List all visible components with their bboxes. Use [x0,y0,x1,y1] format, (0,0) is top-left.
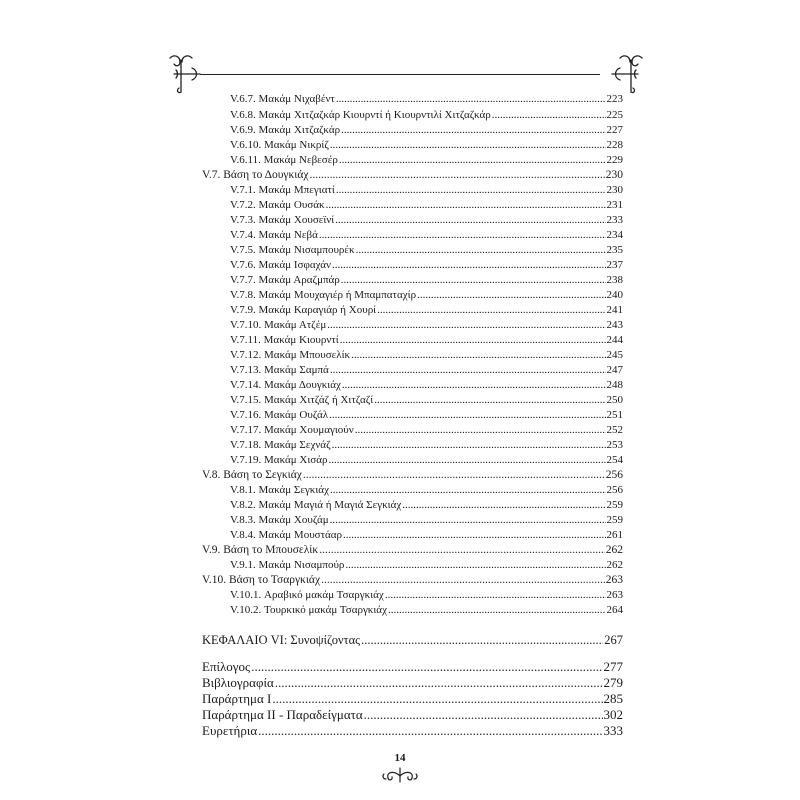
toc-entry-title: V.7.11. Μακάμ Κιουρντί [230,334,339,346]
toc-entry-page: 302 [603,707,623,722]
toc-entry-page: 251 [606,409,623,421]
dot-leader [275,676,603,689]
toc-entry-title: Βιβλιογραφία [202,675,274,690]
toc-entry-page: 245 [606,349,623,361]
toc-entry [230,410,623,421]
dot-leader [319,545,605,557]
toc-entry [230,365,623,376]
toc-entry [230,245,623,256]
dot-leader [272,692,602,705]
dot-leader [339,155,606,166]
toc-entry [230,230,623,241]
toc-entry-title: V.7.12. Μακάμ Μπουσελίκ [230,349,351,361]
toc-entry [230,200,623,211]
toc-entry-page: 230 [606,184,623,196]
toc-entry [230,590,623,601]
toc-entry-title: V.7.9. Μακάμ Καραγιάρ ή Χουρί [230,304,377,316]
dot-leader [377,305,605,316]
toc-entry-title: V.7.1. Μακάμ Μπεγιατί [230,184,335,196]
toc-entry-page: 243 [606,319,623,331]
toc-entry-title: V.8.1. Μακάμ Σεγκιάχ [230,484,329,496]
dot-leader [340,335,606,346]
toc-entry-title: V.7.3. Μακάμ Χουσεϊνί [230,214,335,226]
toc-entry [230,425,623,436]
toc-entry-title: V.7.17. Μακάμ Χουμαγιούν [230,424,354,436]
toc-entry-title: V.7.14. Μακάμ Δουγκιάχ [230,379,341,391]
dot-leader [258,724,602,737]
toc-entry-page: 238 [606,274,623,286]
dot-leader [374,395,605,406]
toc-entry [202,575,623,587]
dot-leader [330,140,606,151]
toc-entry-title: V.7.5. Μακάμ Νισαμπουρέκ [230,244,355,256]
dot-leader [251,660,602,673]
header-rule [200,74,600,75]
toc-entry-title: V.7.7. Μακάμ Αραζμπάρ [230,274,340,286]
dot-leader [341,125,605,136]
toc-entry-page: 250 [606,394,623,406]
toc-entry-title: V.6.9. Μακάμ Χιτζαζκάρ [230,124,341,136]
dot-leader [388,605,606,616]
dot-leader [417,290,605,301]
toc-entry [230,380,623,391]
toc-entry-title: V.7.6. Μακάμ Ισφαχάν [230,259,332,271]
toc-entry-page: 234 [606,229,623,241]
toc-entry-page: 237 [606,259,623,271]
toc-entry [202,724,623,737]
toc-entry [230,530,623,541]
toc-entry-title: Παράρτημα ΙΙ - Παραδείγματα [202,707,363,722]
toc-entry [202,708,623,721]
toc-entry [230,305,623,316]
toc-entry [230,515,623,526]
dot-leader [330,485,606,496]
dot-leader [356,245,606,256]
toc-entry-page: 261 [606,529,623,541]
toc-entry-title: V.8.2. Μακάμ Μαγιά ή Μαγιά Σεγκιάχ [230,499,402,511]
toc-entry-page: 277 [603,659,623,674]
toc-entry-title: V.7. Βάση το Δουγκιάχ [202,169,309,181]
dot-leader [329,455,606,466]
toc-entry-title: V.10.2. Τουρκικό μακάμ Τσαργκιάχ [230,604,387,616]
dot-leader [492,110,606,121]
toc-entry [230,155,623,166]
dot-leader [336,94,606,105]
dot-leader [319,230,606,241]
toc-entry-page: 262 [605,544,623,556]
toc-entry-page: 285 [603,691,623,706]
toc-entry-title: V.7.15. Μακάμ Χιτζάζ ή Χιτζαζί [230,394,374,406]
toc-entry [230,110,623,121]
toc-entry-page: 256 [605,469,623,481]
toc-entry [202,634,623,647]
toc-entry [230,605,623,616]
dot-leader [361,634,603,647]
toc-entry-title: V.8.3. Μακάμ Χουζάμ [230,514,329,526]
toc-entry [230,290,623,301]
dot-leader [310,170,605,182]
toc-entry [230,185,623,196]
dot-leader [303,470,605,482]
toc-entry-title: ΚΕΦΑΛΑΙΟ VI: Συνοψίζοντας [202,633,361,647]
toc-entry-page: 267 [604,633,623,647]
toc-entry [230,320,623,331]
dot-leader [332,260,605,271]
toc-entry-title: V.7.16. Μακάμ Ουζάλ [230,409,329,421]
toc-entry-page: 259 [606,514,623,526]
dot-leader [330,365,606,376]
toc-entry-page: 230 [605,169,623,181]
dot-leader [343,530,605,541]
toc-entry-page: 225 [606,109,623,121]
toc-entry-page: 262 [606,559,623,571]
toc-entry [230,560,623,571]
toc-entry-page: 227 [606,124,623,136]
toc-entry [202,660,623,673]
toc-entry [202,692,623,705]
toc-entry-page: 263 [606,589,623,601]
toc-entry-page: 231 [606,199,623,211]
toc-entry [230,500,623,511]
toc-entry [230,455,623,466]
dot-leader [332,440,606,451]
toc-entry-title: V.7.2. Μακάμ Ουσάκ [230,199,325,211]
toc-entry-title: V.10. Βάση το Τσαργκιάχ [202,574,321,586]
left-corner-ornament-icon [164,52,204,96]
toc-entry-page: 233 [606,214,623,226]
dot-leader [351,350,605,361]
toc-entry-page: 254 [606,454,623,466]
right-corner-ornament-icon [608,52,648,96]
dot-leader [330,515,606,526]
toc-entry-page: 279 [603,675,623,690]
toc-entry-title: V.7.18. Μακάμ Σεχνάζ [230,439,331,451]
dot-leader [402,500,605,511]
toc-entry-title: Παράρτημα Ι [202,691,272,706]
toc-entry [230,335,623,346]
toc-entry [202,170,623,182]
toc-entry-page: 263 [605,574,623,586]
toc-entry-title: V.9. Βάση το Μπουσελίκ [202,544,319,556]
toc-entry-page: 241 [606,304,623,316]
toc-entry-page: 228 [606,139,623,151]
toc-entry-title: Επίλογος [202,659,251,674]
toc-entry-title: V.7.19. Μακάμ Χισάρ [230,454,328,466]
toc-entry [230,215,623,226]
toc-entry-page: 240 [606,289,623,301]
toc-entry [202,676,623,689]
dot-leader [341,275,606,286]
toc-entry-title: V.6.8. Μακάμ Χιτζαζκάρ Κιουρντί ή Κιουρντιλί Χιτζαζκάρ [230,109,491,121]
toc-entry-page: 264 [606,604,623,616]
toc-entry-title: V.7.10. Μακάμ Ατζέμ [230,319,327,331]
footer-ornament-icon [380,764,420,786]
dot-leader [345,560,605,571]
toc-entry-page: 252 [606,424,623,436]
toc-entry [230,275,623,286]
toc-entry [230,485,623,496]
dot-leader [335,215,605,226]
toc-entry-title: V.8. Βάση το Σεγκιάχ [202,469,302,481]
dot-leader [336,185,606,196]
toc-entry [230,260,623,271]
toc-entry-page: 253 [606,439,623,451]
toc-entry-title: V.6.10. Μακάμ Νικρίζ [230,139,329,151]
dot-leader [385,590,606,601]
dot-leader [326,200,606,211]
dot-leader [327,320,605,331]
page-number: 14 [394,752,406,764]
toc-entry-page: 248 [606,379,623,391]
toc-entry-page: 244 [606,334,623,346]
toc-entry [230,125,623,136]
toc-entry-title: V.6.11. Μακάμ Νεβεσέρ [230,154,338,166]
toc-entry-page: 223 [606,93,623,105]
toc-entry [230,94,623,105]
toc-entry-title: V.6.7. Μακάμ Νιχαβέντ [230,93,335,105]
toc-entry [230,140,623,151]
dot-leader [355,425,606,436]
toc-entry-page: 235 [606,244,623,256]
toc-entry-page: 259 [606,499,623,511]
dot-leader [321,575,605,587]
toc-entry-title: V.9.1. Μακάμ Νισαμπούρ [230,559,345,571]
toc-entry-title: Ευρετήρια [202,723,258,738]
toc-entry [202,470,623,482]
dot-leader [329,410,605,421]
toc-entry-page: 247 [606,364,623,376]
toc-entry [230,395,623,406]
toc-entry-title: V.7.8. Μακάμ Μουχαγιέρ ή Μπαμπαταχίρ [230,289,417,301]
toc-entry [202,545,623,557]
toc-entry-page: 256 [606,484,623,496]
toc-entry-title: V.7.13. Μακάμ Σαμπά [230,364,329,376]
dot-leader [364,708,603,721]
toc-entry [230,350,623,361]
toc-entry-title: V.8.4. Μακάμ Μουστάαρ [230,529,343,541]
toc-entry-title: V.10.1. Αραβικό μακάμ Τσαργκιάχ [230,589,384,601]
toc-entry-page: 229 [606,154,623,166]
toc-entry-title: V.7.4. Μακάμ Νεβά [230,229,318,241]
toc-entry [230,440,623,451]
dot-leader [342,380,606,391]
toc-entry-page: 333 [603,723,623,738]
